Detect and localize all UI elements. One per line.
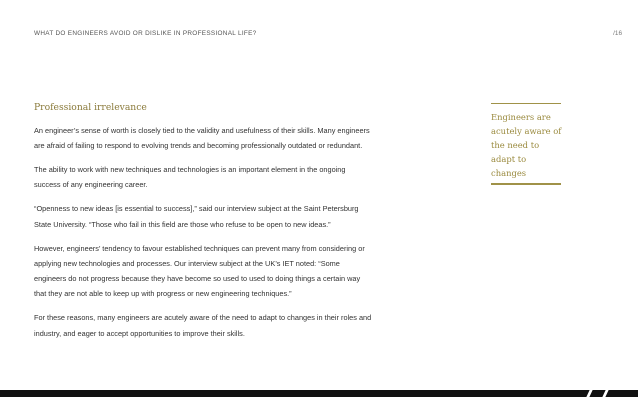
paragraph: However, engineers’ tendency to favour established techniques can prevent many from considering or applying new technologies and processes. Our interview subject at the UK’s IET noted: “Some engineers do not progress because they have become so used to used to doing things a certain way that they are not able to keep up with progress or new engineering techniques.”	[34, 243, 365, 299]
page-number: /16	[613, 30, 622, 37]
running-title: WHAT DO ENGINEERS AVOID OR DISLIKE IN PROFESSIONAL LIFE?	[34, 30, 257, 37]
pull-quote-text: Engineers are acutely aware of the need to adapt to changes	[491, 112, 562, 178]
paragraph: The ability to work with new techniques and technologies is an important element in the ongoing success of any engineering career.	[34, 165, 346, 190]
pull-quote-bottom-rule	[491, 183, 561, 184]
paragraph: An engineer’s sense of worth is closely tied to the validity and usefulness of their skills. Many engineers are afraid of failing to respond to evolving trends and becoming professionally outdated or redundant.	[34, 126, 370, 151]
footer-bar	[0, 390, 638, 397]
body-text	[34, 123, 374, 350]
pull-quote-top-rule	[491, 103, 561, 104]
pull-quote	[491, 103, 563, 185]
paragraph: For these reasons, many engineers are acutely aware of the need to adapt to changes in their roles and industry, and eager to accept opportunities to improve their skills.	[34, 313, 372, 338]
section-heading: Professional irrelevance	[34, 102, 147, 113]
paragraph: “Openness to new ideas [is essential to success],” said our interview subject at the Saint Petersburg State University. “Those who fail in this field are those who refuse to be open to new ideas.”	[34, 204, 359, 229]
